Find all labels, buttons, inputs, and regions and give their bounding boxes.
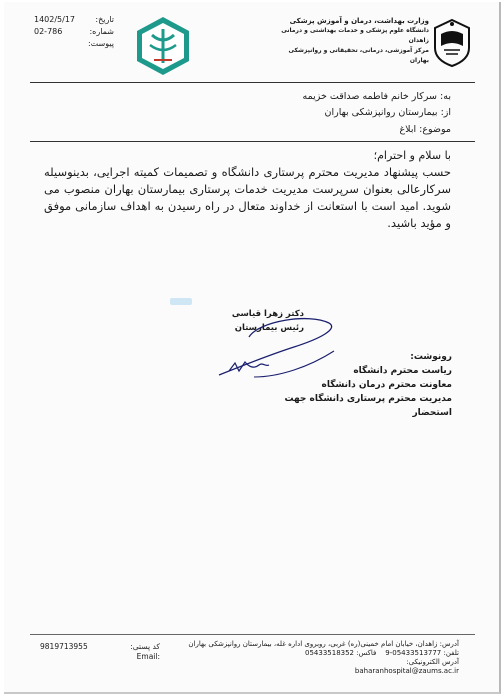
to-label: به: xyxy=(440,91,451,102)
cc-item: ریاست محترم دانشگاه xyxy=(353,366,452,376)
attachment-label: پیوست: xyxy=(87,39,114,48)
faint-stamp-mark xyxy=(170,298,192,305)
footer-postcode xyxy=(40,642,160,662)
ministry-line: وزارت بهداشت، درمان و آموزش پزشکی xyxy=(289,17,429,25)
postcode-value: 9819713955 xyxy=(40,642,88,651)
date-label: تاریخ: xyxy=(95,15,114,24)
ministry-header xyxy=(269,16,429,66)
center-line: مرکز آموزشی، درمانی، تحقیقاتی و روانپزشکی بهاران xyxy=(288,47,429,64)
cc-label: رونوشت: xyxy=(410,352,452,362)
fax-value: 05433518352 xyxy=(305,649,355,657)
university-emblem-logo xyxy=(427,14,477,70)
email-label: آدرس الکترونیکی: xyxy=(406,658,459,666)
hospital-emblem-logo xyxy=(132,15,194,77)
from-line xyxy=(131,106,451,119)
footer-phone-fax xyxy=(159,649,459,658)
footer-contact xyxy=(159,640,459,676)
from-label: از: xyxy=(440,107,451,118)
cc-item: معاونت محترم درمان دانشگاه xyxy=(321,380,452,390)
subject-divider xyxy=(30,141,475,142)
phone-label: تلفن: xyxy=(443,649,459,657)
subject-label: موضوع: xyxy=(419,124,451,135)
fax-label: فاکس: xyxy=(356,649,377,657)
letter-page xyxy=(4,2,501,694)
university-line: دانشگاه علوم پزشکی و خدمات بهداشتی و درمانی زاهدان xyxy=(281,27,429,44)
number-label: شماره: xyxy=(89,27,114,36)
to-value: سرکار خانم فاطمه صداقت خزیمه xyxy=(302,91,438,102)
cc-block xyxy=(254,350,452,420)
header-divider xyxy=(30,82,475,83)
salutation: با سلام و احترام؛ xyxy=(373,149,451,162)
number-row xyxy=(34,26,114,38)
footer-divider xyxy=(30,634,475,635)
postcode-label: کد پستی: xyxy=(130,642,160,651)
email-label-en: Email: xyxy=(136,652,160,661)
signatory-title: رئیس بیمارستان xyxy=(234,323,304,333)
footer-address: آدرس: زاهدان، خیابان امام خمینی(ره) غربی، روبروی اداره غله، بیمارستان روانپزشکی بهاران xyxy=(188,640,459,648)
from-value: بیمارستان روانپزشکی بهاران xyxy=(324,107,438,118)
signatory-name: دکتر زهرا قیاسی xyxy=(231,309,304,319)
subject-line xyxy=(131,123,451,136)
subject-value: ابلاغ xyxy=(399,124,417,135)
cc-item: مدیریت محترم پرستاری دانشگاه جهت استحضار xyxy=(284,394,452,418)
email-value: baharanhospital@zaums.ac.ir xyxy=(354,667,459,675)
letter-meta xyxy=(34,14,114,50)
to-line xyxy=(131,90,451,103)
phone-value: 05433513777-9 xyxy=(385,649,442,657)
date-row xyxy=(34,14,114,26)
attachment-row xyxy=(34,38,114,50)
date-value: 1402/5/17 xyxy=(34,15,76,24)
letter-body: حسب پیشنهاد مدیریت محترم پرستاری دانشگاه و تصمیمات کمیته اجرایی، بدینوسیله سرکارعالی بعنوان سرپرست مدیریت خدمات پرستاری بیمارستان بهاران منصوب می شوید. امید است با استعانت از خداوند متعال در راه رسیدن به اهداف سازمانی موفق و مؤید باشید. xyxy=(44,165,451,230)
number-value: 02-786 xyxy=(34,27,63,36)
